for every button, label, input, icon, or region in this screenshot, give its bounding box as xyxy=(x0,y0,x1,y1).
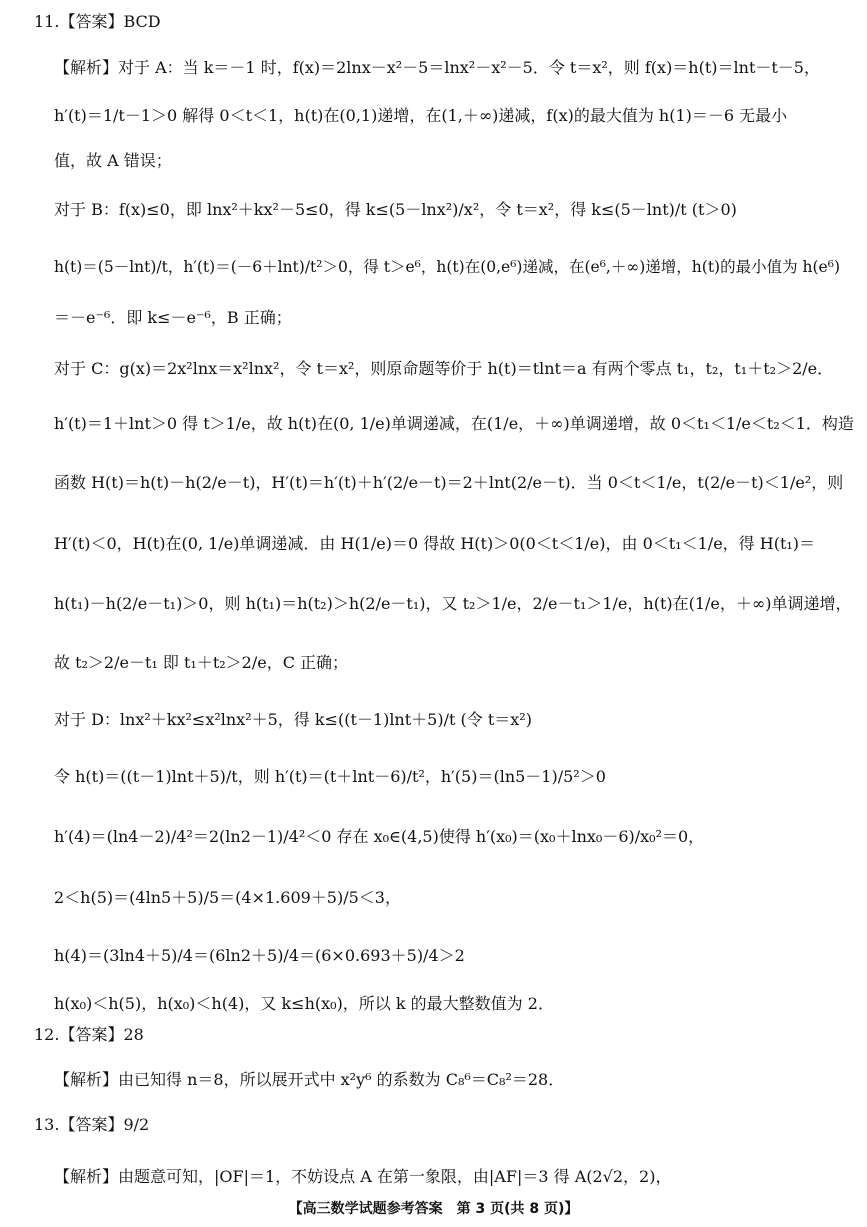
q11-line: 对于 B：f(x)≤0，即 lnx²＋kx²－5≤0，得 k≤(5－lnx²)/x²，令 t＝x²，得 k≤(5－lnt)/t (t＞0) xyxy=(54,200,737,219)
q12-analysis: 【解析】由已知得 n＝8，所以展开式中 x²y⁶ 的系数为 C₈⁶＝C₈²＝28． xyxy=(54,1070,565,1089)
q13-answer-title: 13.【答案】9/2 xyxy=(34,1115,150,1134)
q11-line: 【解析】对于 A：当 k＝－1 时，f(x)＝2lnx－x²－5＝lnx²－x²－5．令 t＝x²，则 f(x)＝h(t)＝lnt－t－5， xyxy=(54,58,820,77)
q11-line: 函数 H(t)＝h(t)－h(2/e－t)，H′(t)＝h′(t)＋h′(2/e－t)＝2＋lnt(2/e－t)．当 0＜t＜1/e，t(2/e－t)＜1/e²，则 xyxy=(54,473,844,492)
q11-answer-title: 11.【答案】BCD xyxy=(34,12,161,31)
q11-line: ＝－e⁻⁶．即 k≤－e⁻⁶，B 正确； xyxy=(54,308,292,327)
q13-analysis: 【解析】由题意可知，|OF|＝1，不妨设点 A 在第一象限，由|AF|＝3 得 A(2√2，2)， xyxy=(54,1167,672,1186)
q11-line: h(t)＝(5－lnt)/t，h′(t)＝(－6＋lnt)/t²＞0，得 t＞e⁶，h(t)在(0,e⁶)递减，在(e⁶,＋∞)递增，h(t)的最小值为 h(e⁶) xyxy=(54,258,840,276)
q11-line: h(t₁)－h(2/e－t₁)＞0，则 h(t₁)＝h(t₂)＞h(2/e－t₁)，又 t₂＞1/e，2/e－t₁＞1/e，h(t)在(1/e，＋∞)单调递增， xyxy=(54,594,852,613)
q11-line: H′(t)＜0，H(t)在(0, 1/e)单调递减．由 H(1/e)＝0 得故 H(t)＞0(0＜t＜1/e)，由 0＜t₁＜1/e，得 H(t₁)＝ xyxy=(54,534,816,553)
q11-line: 2＜h(5)＝(4ln5＋5)/5＝(4×1.609＋5)/5＜3， xyxy=(54,888,401,907)
q11-line: 对于 D：lnx²＋kx²≤x²lnx²＋5，得 k≤((t－1)lnt＋5)/t (令 t＝x²) xyxy=(54,710,532,729)
q11-line: 对于 C：g(x)＝2x²lnx＝x²lnx²，令 t＝x²，则原命题等价于 h(t)＝tlnt＝a 有两个零点 t₁，t₂，t₁＋t₂＞2/e． xyxy=(54,359,834,378)
q11-line: h′(4)＝(ln4－2)/4²＝2(ln2－1)/4²＜0 存在 x₀∈(4,5)使得 h′(x₀)＝(x₀＋lnx₀－6)/x₀²＝0， xyxy=(54,827,705,846)
page-footer: 【高三数学试题参考答案 第 3 页(共 8 页)】 xyxy=(288,1201,579,1217)
q11-line: h(x₀)＜h(5)，h(x₀)＜h(4)，又 k≤h(x₀)，所以 k 的最大整数值为 2． xyxy=(54,994,554,1013)
q12-answer-title: 12.【答案】28 xyxy=(34,1025,144,1044)
q11-line: h(4)＝(3ln4＋5)/4＝(6ln2＋5)/4＝(6×0.693＋5)/4＞2 xyxy=(54,946,465,965)
q11-line: 故 t₂＞2/e－t₁ 即 t₁＋t₂＞2/e，C 正确； xyxy=(54,653,349,672)
q11-line: 值，故 A 错误； xyxy=(54,151,172,170)
q11-line: h′(t)＝1/t－1＞0 解得 0＜t＜1，h(t)在(0,1)递增，在(1,＋∞)递减，f(x)的最大值为 h(1)＝－6 无最小 xyxy=(54,106,788,125)
q11-line: h′(t)＝1＋lnt＞0 得 t＞1/e，故 h(t)在(0, 1/e)单调递减，在(1/e，＋∞)单调递增，故 0＜t₁＜1/e＜t₂＜1．构造 xyxy=(54,414,854,433)
q11-line: 令 h(t)＝((t－1)lnt＋5)/t，则 h′(t)＝(t＋lnt－6)/t²，h′(5)＝(ln5－1)/5²＞0 xyxy=(54,767,606,786)
